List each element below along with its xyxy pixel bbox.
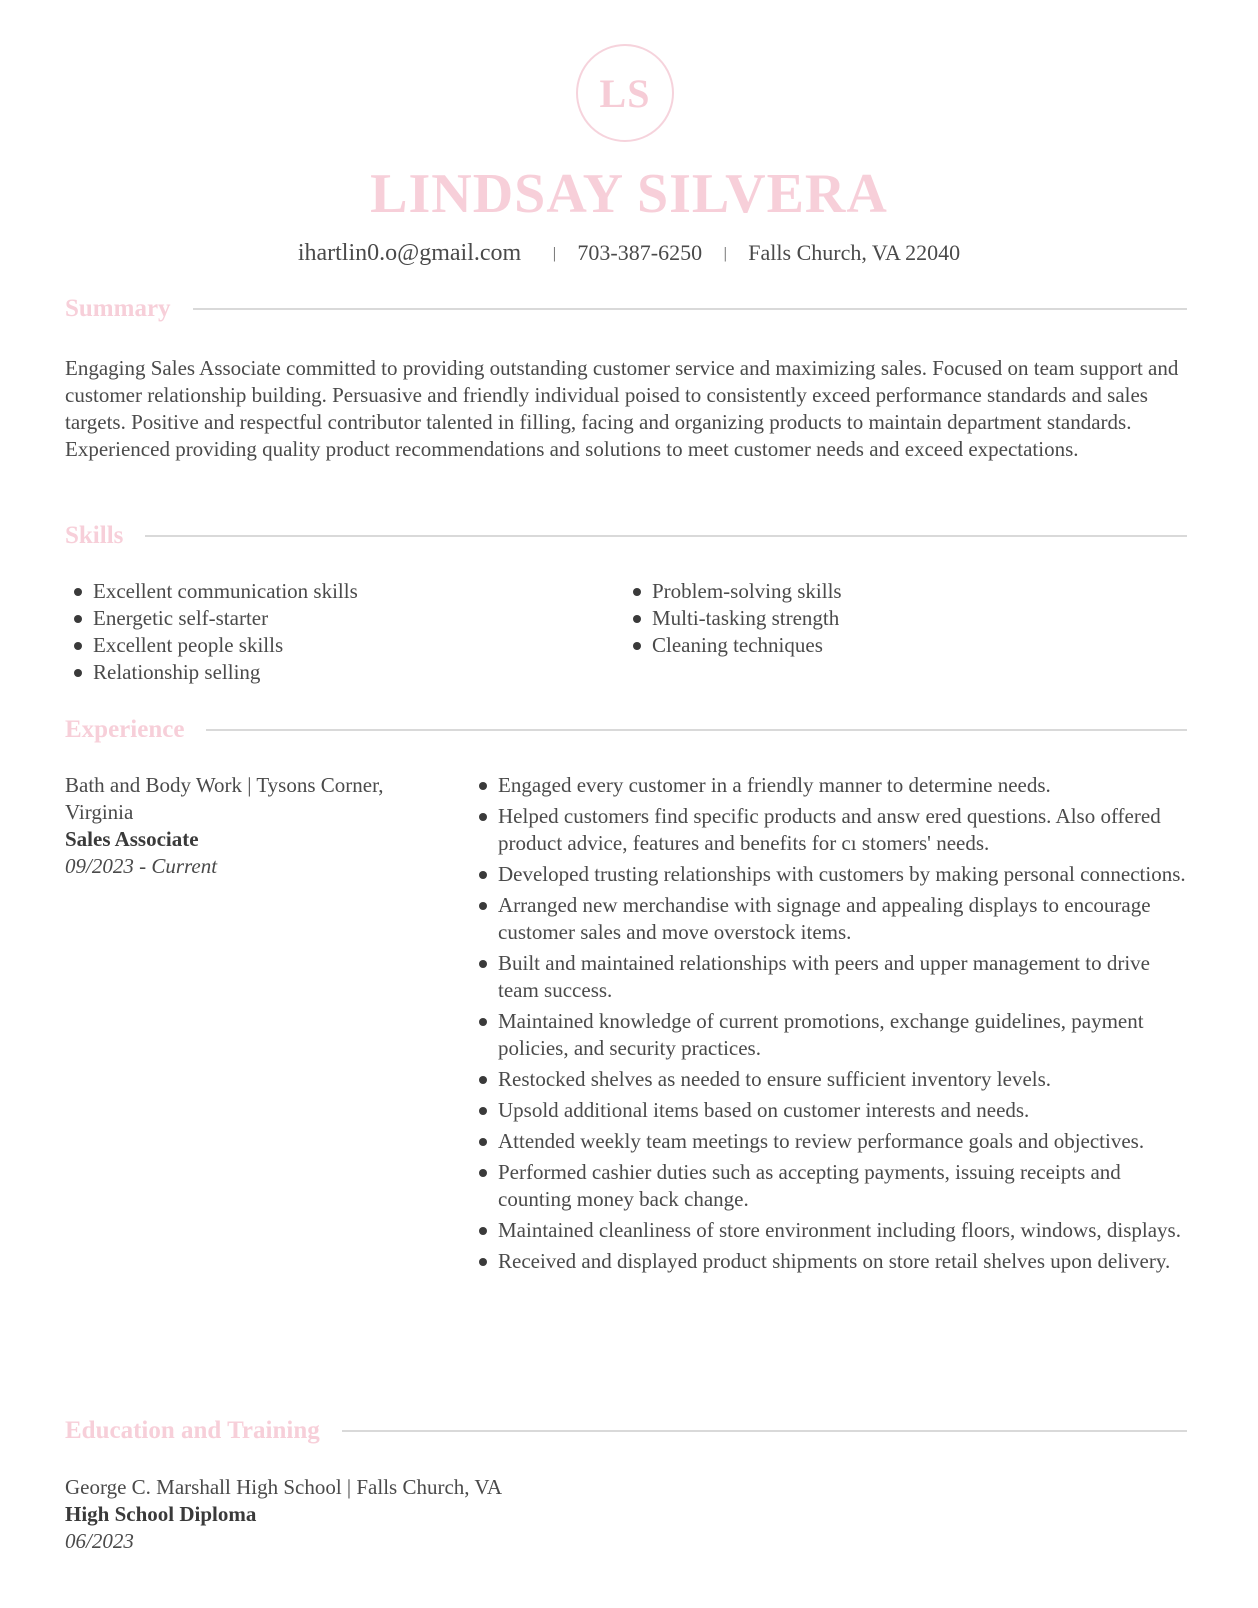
experience-bullets <box>470 772 1190 1279</box>
skill-item: Energetic self-starter <box>65 605 585 632</box>
experience-bullet: Arranged new merchandise with signage and appealing displays to encourage customer sales and move overstock items. <box>470 892 1190 946</box>
experience-bullet: Maintained cleanliness of store environment including floors, windows, displays. <box>470 1217 1190 1244</box>
experience-title: Experience <box>65 716 185 743</box>
education-entry <box>65 1474 502 1555</box>
education-title: Education and Training <box>65 1417 320 1444</box>
section-divider <box>342 1430 1187 1432</box>
experience-bullet: Performed cashier duties such as accepting payments, issuing receipts and counting money back change. <box>470 1159 1190 1213</box>
experience-bullet: Built and maintained relationships with peers and upper management to drive team success. <box>470 950 1190 1004</box>
experience-bullet: Developed trusting relationships with customers by making personal connections. <box>470 861 1190 888</box>
skill-item: Cleaning techniques <box>624 632 1184 659</box>
experience-company: Bath and Body Work | Tysons Corner, Virginia <box>65 773 384 824</box>
education-date: 06/2023 <box>65 1529 134 1553</box>
skill-item: Excellent people skills <box>65 632 585 659</box>
contact-line <box>0 238 1258 269</box>
skill-item: Excellent communication skills <box>65 578 585 605</box>
skill-item: Problem-solving skills <box>624 578 1184 605</box>
experience-job-info <box>65 772 435 880</box>
section-divider <box>193 308 1187 310</box>
experience-section-header <box>65 714 1187 746</box>
summary-section-header <box>65 293 1187 325</box>
experience-role: Sales Associate <box>65 827 199 851</box>
summary-text: Engaging Sales Associate committed to providing outstanding customer service and maximizing sales. Focused on team support and customer relationship building. Persuasive and friendly individual poised to consistently exceed performance standards and sales targets. Positive and respectful contributor talented in filling, facing and organizing products to maintain department standards. Experienced providing quality product recommendations and solutions to meet customer needs and exceed expectations. <box>65 356 1179 461</box>
experience-bullet: Restocked shelves as needed to ensure sufficient inventory levels. <box>470 1066 1190 1093</box>
education-section-header <box>65 1415 1187 1447</box>
experience-bullet: Attended weekly team meetings to review performance goals and objectives. <box>470 1128 1190 1155</box>
skill-item: Relationship selling <box>65 659 585 686</box>
candidate-name: LINDSAY SILVERA <box>370 163 888 225</box>
experience-dates: 09/2023 - Current <box>65 854 218 878</box>
section-divider <box>206 729 1187 731</box>
experience-bullet: Received and displayed product shipments on store retail shelves upon delivery. <box>470 1248 1190 1275</box>
contact-phone[interactable]: 703-387-6250 <box>577 240 703 265</box>
skills-list-right <box>624 578 1184 659</box>
skills-section-header <box>65 520 1187 552</box>
experience-bullet: Upsold additional items based on customer interests and needs. <box>470 1097 1190 1124</box>
contact-email[interactable]: ihartlin0.o@gmail.com <box>297 240 522 266</box>
skill-item: Multi-tasking strength <box>624 605 1184 632</box>
summary-title: Summary <box>65 295 171 322</box>
section-divider <box>145 535 1187 537</box>
education-school: George C. Marshall High School | Falls Church, VA <box>65 1475 503 1499</box>
skills-title: Skills <box>65 522 124 549</box>
contact-location: Falls Church, VA 22040 <box>748 240 961 265</box>
monogram-badge <box>576 44 674 142</box>
monogram-text: LS <box>599 70 651 116</box>
contact-separator: | <box>552 245 556 262</box>
education-degree: High School Diploma <box>65 1502 257 1526</box>
experience-bullet: Helped customers find specific products and answ ered questions. Also offered product advice, features and benefits for cı stomers' needs. <box>470 803 1190 857</box>
experience-bullet: Engaged every customer in a friendly manner to determine needs. <box>470 772 1190 799</box>
skills-list-left <box>65 578 585 686</box>
contact-separator: | <box>723 245 727 262</box>
experience-bullet: Maintained knowledge of current promotions, exchange guidelines, payment policies, and security practices. <box>470 1008 1190 1062</box>
